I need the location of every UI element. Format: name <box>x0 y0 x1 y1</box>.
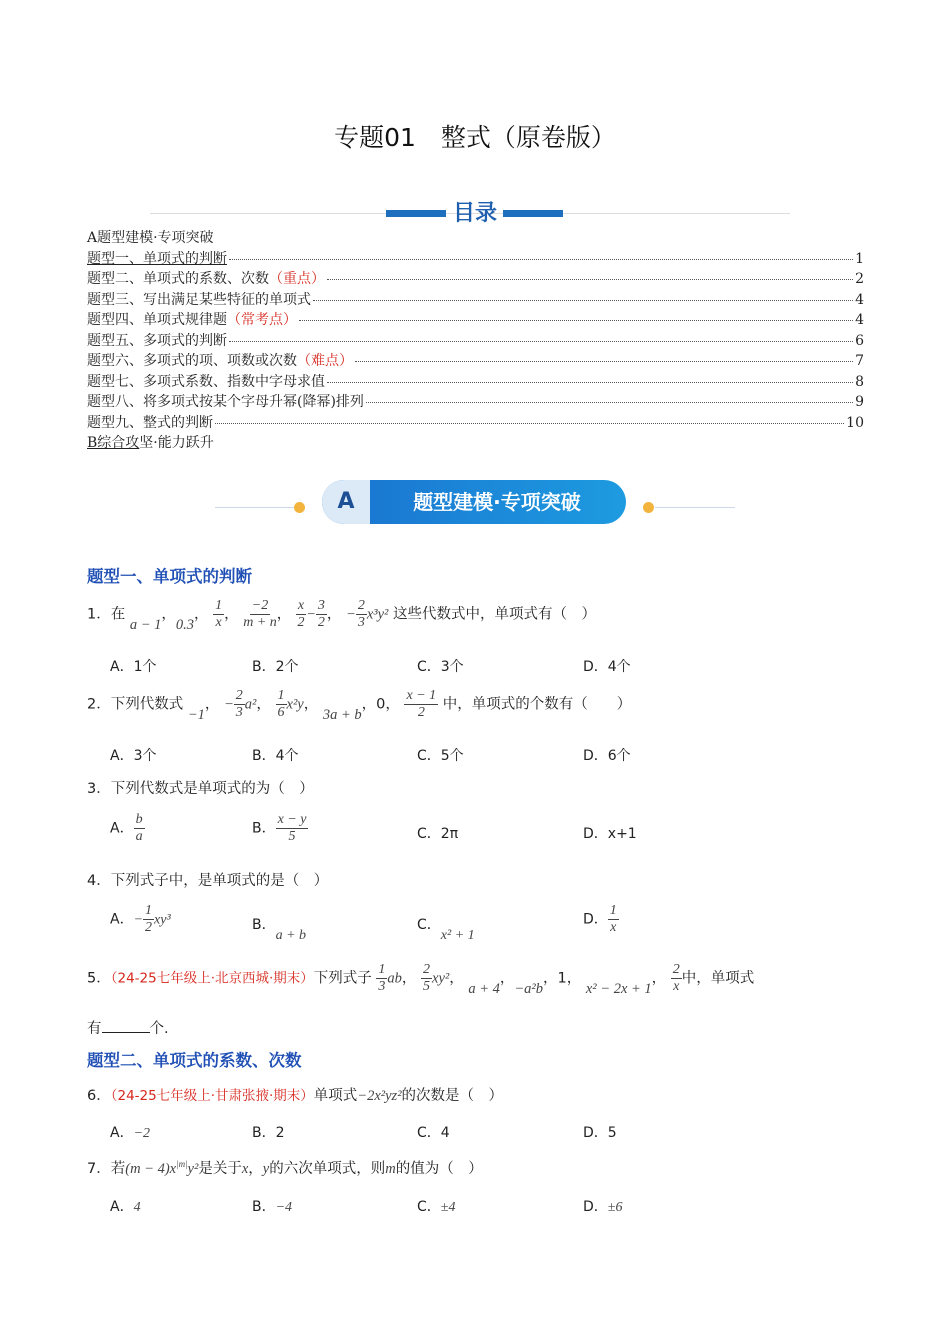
question-4: 4．下列式子中，是单项式的是（ ） <box>87 873 329 889</box>
q6-option-c[interactable]: C．4 <box>417 1125 450 1141</box>
document-title: 专题01 整式（原卷版） <box>334 123 616 152</box>
q7-option-b[interactable]: B．−4 <box>252 1199 293 1215</box>
q2-option-a[interactable]: A．3个 <box>110 748 157 764</box>
q4-option-d[interactable]: D． $\frac{1}{x}$ <box>583 903 617 935</box>
q6-option-a[interactable]: A．−2 <box>110 1125 151 1141</box>
q2-option-c[interactable]: C．5个 <box>417 748 464 764</box>
q1-option-b[interactable]: B．2个 <box>252 659 299 675</box>
answer-blank[interactable] <box>102 1032 150 1033</box>
section-heading-2: 题型二、单项式的系数、次数 <box>87 1051 302 1070</box>
toc-item[interactable]: 题型二、单项式的系数、次数 （重点） 2 <box>87 271 864 287</box>
toc-item[interactable]: 题型六、多项式的项、项数或次数 （难点） 7 <box>87 353 864 369</box>
q6-option-b[interactable]: B．2 <box>252 1125 285 1141</box>
q2-option-d[interactable]: D．6个 <box>583 748 631 764</box>
toc-item[interactable]: 题型四、单项式规律题 （常考点） 4 <box>87 312 864 328</box>
toc-item[interactable]: 题型七、多项式系数、指数中字母求值 8 <box>87 373 864 390</box>
q4-option-a[interactable]: A．− $\frac{1}{2}$ xy³ <box>110 903 171 935</box>
q3-option-d[interactable]: D．x+1 <box>583 826 637 842</box>
toc-item[interactable]: 题型五、多项式的判断 6 <box>87 332 864 349</box>
question-5-line2: 有 个. <box>87 1021 169 1037</box>
q6-option-d[interactable]: D．5 <box>583 1125 617 1141</box>
toc-bar-right <box>503 210 563 217</box>
q3-option-a[interactable]: A． $\frac{b}{a}$ <box>110 812 143 844</box>
q7-option-d[interactable]: D．±6 <box>583 1199 623 1215</box>
question-6: 6．（24-25七年级上·甘肃张掖·期末）单项式−2x²yz²的次数是（ ） <box>87 1088 504 1104</box>
toc-item[interactable]: 题型三、写出满足某些特征的单项式 4 <box>87 291 864 308</box>
q4-option-c[interactable]: C．x² + 1 <box>417 917 475 943</box>
toc-part-a[interactable]: A题型建模·专项突破 <box>87 230 214 246</box>
q1-option-d[interactable]: D．4个 <box>583 659 631 675</box>
q1-option-c[interactable]: C．3个 <box>417 659 464 675</box>
q3-option-b[interactable]: B． $\frac{x - y}{5}$ <box>252 812 307 844</box>
question-5: 5．（24-25七年级上·北京西城·期末）下列式子 $\frac{1}{3}$ ab， $\frac{2}{5}$ xy²， a + 4，−a²b，1， x² − 2x + 1， $\frac{2}{x}$ 中，单项式 <box>87 962 755 997</box>
toc-item[interactable]: 题型一、单项式的判断 1 <box>87 250 864 267</box>
toc-item[interactable]: 题型九、整式的判断 10 <box>87 414 864 431</box>
banner-dot-left <box>294 502 305 513</box>
banner-letter: A <box>322 480 370 524</box>
section-heading-1: 题型一、单项式的判断 <box>87 567 252 586</box>
q7-option-c[interactable]: C．±4 <box>417 1199 456 1215</box>
q7-option-a[interactable]: A．4 <box>110 1199 141 1215</box>
question-7: 7．若$(m - 4)x^{|m|}y^2$是关于x，y的六次单项式，则m的值为（ ） <box>87 1159 483 1177</box>
toc-heading: 目录 <box>452 201 497 226</box>
toc-bar-left <box>386 210 446 217</box>
q2-option-b[interactable]: B．4个 <box>252 748 299 764</box>
toc-item[interactable]: 题型八、将多项式按某个字母升幂(降幂)排列 9 <box>87 394 864 410</box>
toc-part-b[interactable]: B综合攻 坚·能力跃升 <box>87 435 214 451</box>
banner-title: 题型建模·专项突破 <box>413 490 581 514</box>
question-2: 2．下列代数式 −1， − $\frac{2}{3}$ a²， $\frac{1}{6}$ x²y， 3a + b，0， $\frac{x - 1}{2}$ 中，单项式的个数有（ ） <box>87 688 632 723</box>
banner-dot-right <box>643 502 654 513</box>
table-of-contents <box>87 228 864 454</box>
banner-line-right <box>655 507 735 508</box>
banner-line-left <box>215 507 295 508</box>
question-1: 1．在 a − 1，0.3， $\frac{1}{x}$ ， $\frac{-2}{m + n}$ ， $\frac{x}{2}$ − $\frac{3}{2}$ ， − $\frac{2}{3}$ x³y² 这些代数式中，单项式有（ ） <box>87 598 597 633</box>
question-3: 3．下列代数式是单项式的为（ ） <box>87 781 314 797</box>
q3-option-c[interactable]: C．2π <box>417 826 459 842</box>
q1-option-a[interactable]: A．1个 <box>110 659 157 675</box>
q4-option-b[interactable]: B．a + b <box>252 917 307 943</box>
